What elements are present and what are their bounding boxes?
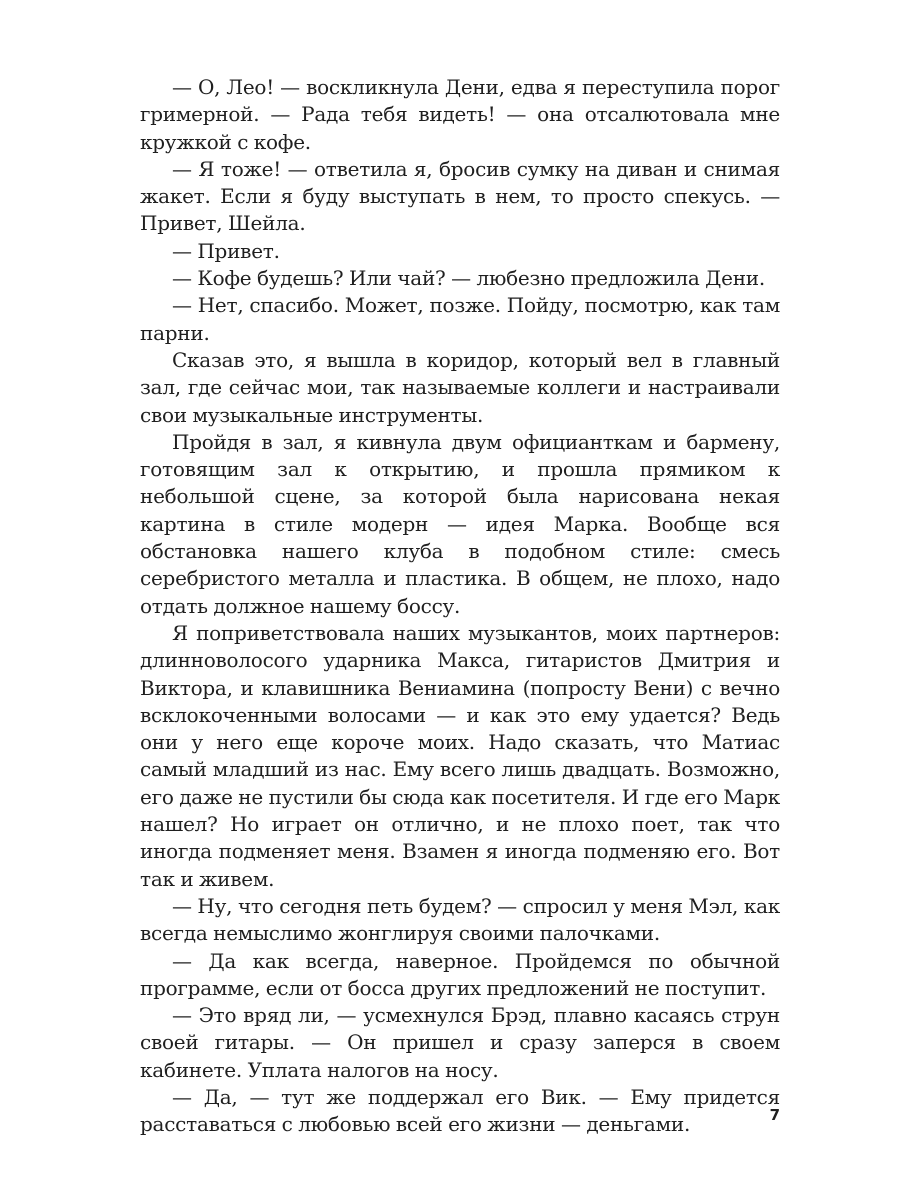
paragraph: — Да как всегда, наверное. Пройдемся по обычной программе, если от босса других предложений не поступит. bbox=[140, 948, 780, 1000]
paragraph: — Кофе будешь? Или чай? — любезно предложила Дени. bbox=[172, 266, 765, 291]
paragraph: — Да, — тут же поддержал его Вик. — Ему придется расставаться с любовью всей его жизни — деньгами. bbox=[140, 1084, 780, 1137]
page-number: 7 bbox=[769, 1106, 780, 1124]
paragraph: — Привет. bbox=[172, 238, 280, 263]
paragraph: Я поприветствовала наших музыкантов, моих партнеров: длинноволосого ударника Макса, гитаристов Дмитрия и Виктора, и клавишника Вениамина (попросту Вени) с вечно всклокоченными волосами — и как это ему удается? Ведь они у него еще короче моих. Надо сказать, что Матиас самый младший из нас. Ему всего лишь двадцать. Возможно, его даже не пустили бы сюда как посетителя. И где его Марк нашел? Но играет он отлично, и не плохо поет, так что иногда подменяет меня. Взамен я иногда подменяю его. Вот так и живем. bbox=[140, 620, 780, 891]
paragraph: — О, Лео! — воскликнула Дени, едва я переступила порог гримерной. — Рада тебя видеть! — она отсалютовала мне кружкой с кофе. bbox=[140, 75, 780, 154]
paragraph: — Ну, что сегодня петь будем? — спросил у меня Мэл, как всегда немыслимо жонглируя своими палочками. bbox=[140, 893, 780, 946]
paragraph: — Нет, спасибо. Может, позже. Пойду, посмотрю, как там парни. bbox=[140, 293, 780, 345]
paragraph: Пройдя в зал, я кивнула двум официанткам и бармену, готовящим зал к открытию, и прошла прямиком к небольшой сцене, за которой была нарисована некая картина в стиле модерн — идея Марка. Вообще вся обстановка нашего клуба в подобном стиле: смесь серебристого металла и пластика. В общем, не плохо, надо отдать должное нашему боссу. bbox=[140, 429, 780, 618]
body-text bbox=[140, 74, 780, 1139]
paragraph: — Это вряд ли, — усмехнулся Брэд, плавно касаясь струн своей гитары. — Он пришел и сразу заперся в своем кабинете. Уплата налогов на носу. bbox=[140, 1003, 780, 1082]
paragraph: Сказав это, я вышла в коридор, который вел в главный зал, где сейчас мои, так называемые коллеги и настраивали свои музыкальные инструменты. bbox=[140, 347, 780, 427]
paragraph: — Я тоже! — ответила я, бросив сумку на диван и снимая жакет. Если я буду выступать в нем, то просто спекусь. — Привет, Шейла. bbox=[140, 156, 780, 236]
